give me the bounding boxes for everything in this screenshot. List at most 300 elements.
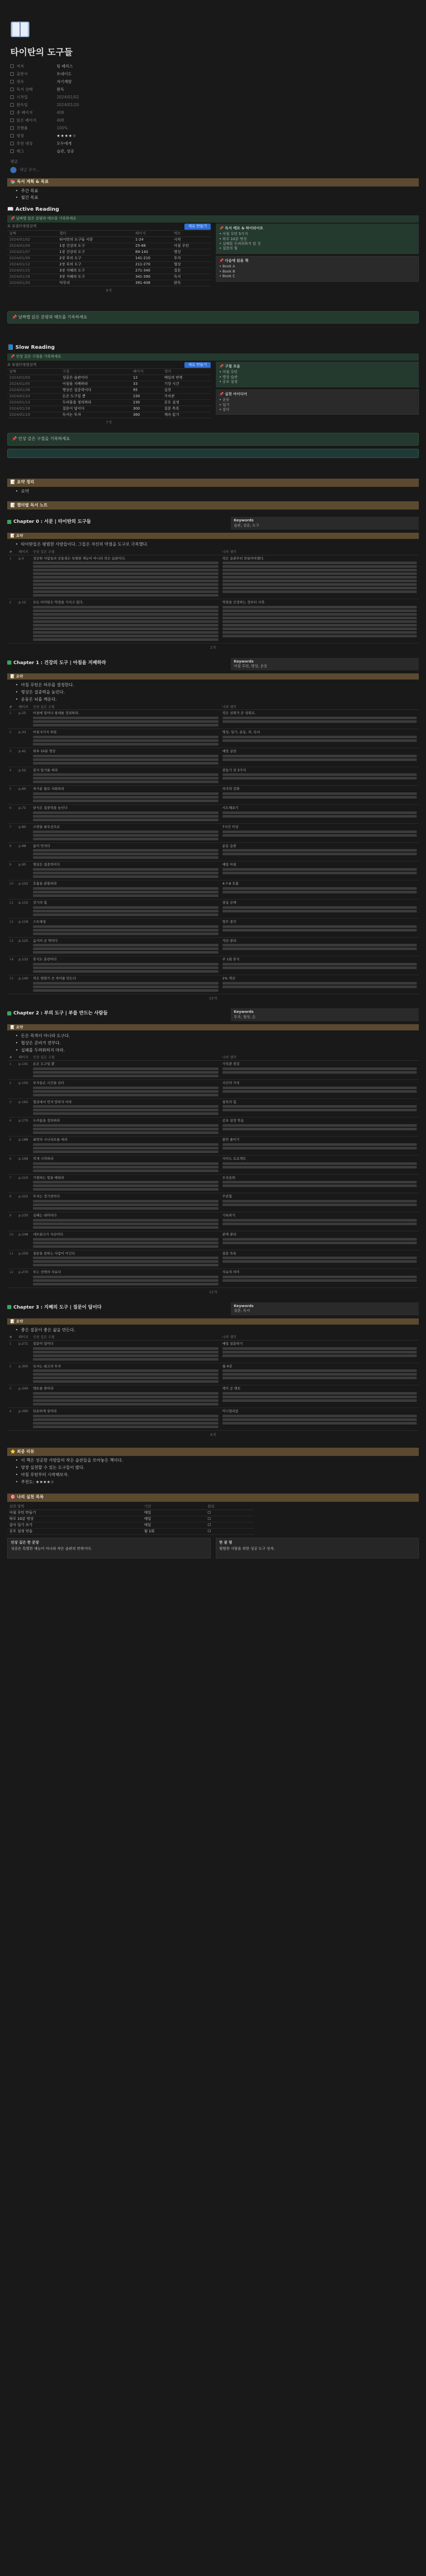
row-thought[interactable] xyxy=(220,1098,419,1117)
table-row[interactable] xyxy=(7,280,211,286)
table-cell[interactable]: 실천 xyxy=(162,387,211,394)
row-page[interactable]: p.80 xyxy=(16,823,31,842)
table-cell[interactable]: 300 xyxy=(131,406,162,412)
row-quote[interactable] xyxy=(31,1174,220,1193)
table-cell[interactable]: 2024/01/18 xyxy=(7,274,57,280)
table-cell[interactable]: 감사 일기 쓰기 xyxy=(7,1522,142,1529)
column-header[interactable]: 생각 xyxy=(162,369,211,375)
property-row[interactable] xyxy=(10,70,165,78)
new-button[interactable]: 새로 만들기 xyxy=(184,362,210,368)
table-row[interactable] xyxy=(7,1516,254,1522)
column-header[interactable]: 페이지 xyxy=(16,1334,31,1340)
row-page[interactable]: p.125 xyxy=(16,937,31,956)
property-row[interactable] xyxy=(10,78,165,86)
row-thought[interactable] xyxy=(220,1408,419,1431)
property-value[interactable]: 모두에게 xyxy=(57,141,72,146)
table-cell[interactable]: 공포 설정 연습 xyxy=(7,1529,142,1535)
row-quote[interactable] xyxy=(31,1079,220,1098)
property-row[interactable] xyxy=(10,147,165,155)
row-quote[interactable] xyxy=(31,1098,220,1117)
row-thought[interactable] xyxy=(220,1269,419,1288)
table-row[interactable] xyxy=(7,1250,419,1269)
row-thought[interactable] xyxy=(220,823,419,842)
column-header[interactable]: # xyxy=(7,1334,16,1340)
property-row[interactable] xyxy=(10,116,165,124)
column-header[interactable]: 나의 생각 xyxy=(220,1334,419,1340)
row-page[interactable]: p.340 xyxy=(16,1385,31,1408)
table-row[interactable] xyxy=(7,1212,419,1231)
property-row[interactable] xyxy=(10,132,165,140)
table-cell[interactable]: 아침을 지배하라 xyxy=(60,381,131,387)
row-thought[interactable] xyxy=(220,1385,419,1408)
column-header[interactable]: 페이지 xyxy=(16,1055,31,1061)
row-thought[interactable] xyxy=(220,1137,419,1156)
table-cell[interactable]: 질문 xyxy=(172,268,211,274)
row-page[interactable]: p.210 xyxy=(16,1174,31,1193)
row-page[interactable]: p.141 xyxy=(16,1061,31,1080)
toolbar-item[interactable]: 표 뷰 xyxy=(7,224,15,229)
table-cell[interactable]: 매일 xyxy=(142,1522,206,1529)
table-cell[interactable]: 2024/01/20 xyxy=(7,280,57,286)
table-cell[interactable]: 아침 루틴 만들기 xyxy=(7,1510,142,1516)
table-cell[interactable]: ☐ xyxy=(206,1522,254,1529)
row-quote[interactable] xyxy=(31,880,220,900)
table-row[interactable] xyxy=(7,274,211,280)
row-quote[interactable] xyxy=(31,918,220,937)
row-quote[interactable] xyxy=(31,1155,220,1174)
table-row[interactable] xyxy=(7,237,211,243)
row-quote[interactable] xyxy=(31,1269,220,1288)
table-cell[interactable]: 2024/01/19 xyxy=(7,412,60,418)
row-thought[interactable] xyxy=(220,599,419,643)
toolbar-item[interactable]: 필터 xyxy=(15,362,23,367)
table-cell[interactable]: 하루 10분 명상 xyxy=(7,1516,142,1522)
table-cell[interactable]: 시작 xyxy=(172,237,211,243)
table-cell[interactable]: 돈은 도구일 뿐 xyxy=(60,394,131,400)
column-header[interactable]: 페이지 xyxy=(16,704,31,710)
text-line xyxy=(33,572,218,575)
text-line xyxy=(33,815,218,818)
row-thought[interactable] xyxy=(220,937,419,956)
table-cell[interactable]: 95 xyxy=(131,387,162,394)
table-row[interactable] xyxy=(7,1061,419,1080)
table-cell[interactable]: 3장 지혜의 도구 xyxy=(57,268,133,274)
table-cell[interactable]: 2024/01/03 xyxy=(7,375,60,381)
property-row[interactable] xyxy=(10,62,165,70)
row-quote[interactable] xyxy=(31,1231,220,1250)
row-quote[interactable] xyxy=(31,1340,220,1363)
table-row[interactable] xyxy=(7,748,419,767)
table-cell[interactable]: 매일 xyxy=(142,1516,206,1522)
column-header[interactable]: 챕터 xyxy=(57,231,133,237)
table-cell[interactable]: 1-24 xyxy=(133,237,172,243)
table-cell[interactable]: 2024/01/13 xyxy=(7,400,60,406)
row-page[interactable]: p.199 xyxy=(16,1155,31,1174)
table-cell[interactable]: 230 xyxy=(131,400,162,406)
row-quote[interactable] xyxy=(31,899,220,918)
text-line xyxy=(33,617,218,619)
table-cell[interactable]: 2장 부의 도구 xyxy=(57,262,133,268)
table-cell[interactable]: 12 xyxy=(131,375,162,381)
table-cell[interactable]: 2024/01/08 xyxy=(7,387,60,394)
row-page[interactable]: p.71 xyxy=(16,805,31,824)
row-quote[interactable] xyxy=(31,1363,220,1385)
table-row[interactable] xyxy=(7,767,419,786)
property-value[interactable]: 토네이도 xyxy=(57,71,72,76)
table-row[interactable] xyxy=(7,394,211,400)
text-line xyxy=(33,986,218,988)
property-value[interactable]: 완독 xyxy=(57,87,64,92)
row-quote[interactable] xyxy=(31,555,220,599)
row-page[interactable]: p.259 xyxy=(16,1250,31,1269)
row-thought[interactable] xyxy=(220,1117,419,1137)
table-cell[interactable]: 매일의 반복 xyxy=(162,375,211,381)
row-quote[interactable] xyxy=(31,599,220,643)
row-quote[interactable] xyxy=(31,823,220,842)
row-quote[interactable] xyxy=(31,842,220,861)
table-row[interactable] xyxy=(7,412,211,418)
table-row[interactable] xyxy=(7,381,211,387)
table-cell[interactable]: 2장 부의 도구 xyxy=(57,256,133,262)
table-row[interactable] xyxy=(7,243,211,249)
row-quote[interactable] xyxy=(31,937,220,956)
table-cell[interactable]: ☐ xyxy=(206,1529,254,1535)
table-row[interactable] xyxy=(7,1408,419,1431)
row-quote[interactable] xyxy=(31,861,220,880)
row-thought[interactable] xyxy=(220,1079,419,1098)
table-cell[interactable]: 25-88 xyxy=(133,243,172,249)
table-row[interactable] xyxy=(7,861,419,880)
table-cell[interactable]: 150 xyxy=(131,394,162,400)
table-cell[interactable]: 질문 목록 xyxy=(162,406,211,412)
table-cell[interactable]: 2024/01/16 xyxy=(7,406,60,412)
table-cell[interactable]: 391-408 xyxy=(133,280,172,286)
table-cell[interactable]: 211-270 xyxy=(133,262,172,268)
property-value[interactable]: 2024/01/20 xyxy=(57,102,79,107)
table-cell[interactable]: 1장 건강의 도구 xyxy=(57,243,133,249)
row-quote[interactable] xyxy=(31,1193,220,1212)
table-cell[interactable]: 마무리 xyxy=(57,280,133,286)
table-row[interactable] xyxy=(7,729,419,748)
table-row[interactable] xyxy=(7,805,419,824)
comment-input[interactable]: 댓글 추가... xyxy=(20,167,40,172)
toolbar-item[interactable]: 정렬 xyxy=(22,362,29,367)
row-thought[interactable] xyxy=(220,1212,419,1231)
row-page[interactable]: p.88 xyxy=(16,842,31,861)
table-row[interactable] xyxy=(7,918,419,937)
toolbar-item[interactable]: 검색 xyxy=(29,362,37,367)
column-header[interactable]: 인상 깊은 구절 xyxy=(31,1334,220,1340)
quote-text: 걷기의 힘 xyxy=(33,900,47,905)
row-thought[interactable] xyxy=(220,880,419,900)
row-page[interactable]: p.140 xyxy=(16,975,31,994)
row-page[interactable]: p.33 xyxy=(16,729,31,748)
table-cell[interactable]: 2024/01/05 xyxy=(7,381,60,387)
row-quote[interactable] xyxy=(31,1137,220,1156)
table-row[interactable] xyxy=(7,1385,419,1408)
row-thought[interactable] xyxy=(220,1231,419,1250)
row-thought[interactable] xyxy=(220,975,419,994)
column-header[interactable]: 페이지 xyxy=(16,549,31,555)
toolbar-item[interactable]: 표 뷰 xyxy=(7,362,15,367)
row-page[interactable]: p.300 xyxy=(16,1363,31,1385)
row-page[interactable]: p.52 xyxy=(16,767,31,786)
row-page[interactable]: p.150 xyxy=(16,1079,31,1098)
table-cell[interactable]: 360 xyxy=(131,412,162,418)
table-row[interactable] xyxy=(7,256,211,262)
property-value[interactable]: 100% xyxy=(57,125,68,130)
table-cell[interactable]: 독서는 투자 xyxy=(60,412,131,418)
table-cell[interactable]: 271-340 xyxy=(133,268,172,274)
table-row[interactable] xyxy=(7,387,211,394)
column-header[interactable]: 인상 깊은 구절 xyxy=(31,1055,220,1061)
text-line xyxy=(223,1166,417,1168)
row-thought[interactable] xyxy=(220,1340,419,1363)
row-page[interactable]: p.188 xyxy=(16,1137,31,1156)
column-header[interactable]: 실천 항목 xyxy=(7,1504,142,1510)
row-thought[interactable] xyxy=(220,899,419,918)
table-row[interactable] xyxy=(7,937,419,956)
row-thought[interactable] xyxy=(220,842,419,861)
property-row[interactable] xyxy=(10,109,165,116)
row-quote[interactable] xyxy=(31,748,220,767)
row-quote[interactable] xyxy=(31,729,220,748)
column-header[interactable]: 인상 깊은 구절 xyxy=(31,704,220,710)
row-thought[interactable] xyxy=(220,748,419,767)
table-cell[interactable]: 투자 xyxy=(172,256,211,262)
table-row[interactable] xyxy=(7,599,419,643)
text-line xyxy=(223,1369,417,1372)
row-quote[interactable] xyxy=(31,1212,220,1231)
table-row[interactable] xyxy=(7,899,419,918)
property-value[interactable]: 408 xyxy=(57,110,64,115)
table-cell[interactable]: 아침 루틴 xyxy=(172,243,211,249)
table-cell[interactable]: 2024/01/12 xyxy=(7,262,57,268)
property-value[interactable]: 408 xyxy=(57,117,64,123)
chapter-title[interactable] xyxy=(7,1008,226,1021)
row-quote[interactable] xyxy=(31,767,220,786)
row-thought[interactable] xyxy=(220,861,419,880)
row-page[interactable]: p.95 xyxy=(16,861,31,880)
table-cell[interactable]: 월 1회 xyxy=(142,1529,206,1535)
row-thought[interactable] xyxy=(220,555,419,599)
row-quote[interactable] xyxy=(31,786,220,805)
table-cell[interactable]: 2024/01/10 xyxy=(7,394,60,400)
table-row[interactable] xyxy=(7,262,211,268)
table-row[interactable] xyxy=(7,842,419,861)
table-row[interactable] xyxy=(7,249,211,256)
chapter-title[interactable] xyxy=(7,658,226,671)
property-row[interactable] xyxy=(10,124,165,132)
text-line xyxy=(33,762,218,765)
row-quote[interactable] xyxy=(31,1385,220,1408)
row-page[interactable]: p.175 xyxy=(16,1117,31,1137)
row-thought[interactable] xyxy=(220,918,419,937)
row-page[interactable]: p.248 xyxy=(16,1231,31,1250)
row-thought[interactable] xyxy=(220,1193,419,1212)
table-cell[interactable]: 공포 설정 xyxy=(162,400,211,406)
table-row[interactable] xyxy=(7,786,419,805)
table-cell[interactable]: 2024/01/15 xyxy=(7,268,57,274)
table-row[interactable] xyxy=(7,1098,419,1117)
property-value[interactable]: 팀 페리스 xyxy=(57,63,73,69)
table-cell[interactable]: 독서 xyxy=(172,274,211,280)
column-header[interactable]: 구절 xyxy=(60,369,131,375)
row-quote[interactable] xyxy=(31,975,220,994)
table-row[interactable] xyxy=(7,1193,419,1212)
table-cell[interactable]: 완독 xyxy=(172,280,211,286)
column-header[interactable]: 메모 xyxy=(172,231,211,237)
column-header[interactable]: 날짜 xyxy=(7,231,57,237)
row-thought[interactable] xyxy=(220,956,419,975)
column-header[interactable]: 페이지 xyxy=(131,369,162,375)
property-row[interactable] xyxy=(10,86,165,93)
table-row[interactable] xyxy=(7,823,419,842)
table-row[interactable] xyxy=(7,880,419,900)
column-header[interactable]: 나의 생각 xyxy=(220,704,419,710)
toolbar-item[interactable]: 필터 xyxy=(15,224,23,229)
row-thought[interactable] xyxy=(220,1363,419,1385)
table-row[interactable] xyxy=(7,1510,254,1516)
table-cell[interactable]: 1장 건강의 도구 xyxy=(57,249,133,256)
table-cell[interactable]: 계속 읽기 xyxy=(162,412,211,418)
table-cell[interactable]: 매일 xyxy=(142,1510,206,1516)
table-cell[interactable]: 2024/01/02 xyxy=(7,237,57,243)
row-page[interactable]: p.270 xyxy=(16,1269,31,1288)
column-header[interactable]: 나의 생각 xyxy=(220,549,419,555)
row-quote[interactable] xyxy=(31,805,220,824)
column-header[interactable]: # xyxy=(7,549,16,555)
property-row[interactable] xyxy=(10,140,165,147)
text-line xyxy=(223,1124,417,1127)
row-thought[interactable] xyxy=(220,767,419,786)
row-thought[interactable] xyxy=(220,1061,419,1080)
table-cell[interactable]: 341-390 xyxy=(133,274,172,280)
row-page[interactable]: p.12 xyxy=(16,599,31,643)
row-page[interactable]: p.5 xyxy=(16,555,31,599)
column-header[interactable]: 나의 생각 xyxy=(220,1055,419,1061)
table-row[interactable] xyxy=(7,1137,419,1156)
table-row[interactable] xyxy=(7,555,419,599)
chapter-title[interactable] xyxy=(7,517,226,530)
row-quote[interactable] xyxy=(31,710,220,729)
row-page[interactable]: p.41 xyxy=(16,748,31,767)
row-thought[interactable] xyxy=(220,710,419,729)
row-page[interactable]: p.271 xyxy=(16,1340,31,1363)
row-quote[interactable] xyxy=(31,1061,220,1080)
row-page[interactable]: p.132 xyxy=(16,956,31,975)
row-page[interactable]: p.110 xyxy=(16,899,31,918)
property-value[interactable]: 습관, 성공 xyxy=(57,148,74,154)
table-row[interactable] xyxy=(7,1269,419,1288)
table-cell[interactable]: ☐ xyxy=(206,1510,254,1516)
table-cell[interactable]: 기상 시간 xyxy=(162,381,211,387)
column-header[interactable]: 페이지 xyxy=(133,231,172,237)
table-row[interactable] xyxy=(7,1363,419,1385)
row-thought[interactable] xyxy=(220,1250,419,1269)
property-row[interactable] xyxy=(10,93,165,101)
table-cell[interactable]: 질문이 답이다 xyxy=(60,406,131,412)
row-page[interactable]: p.25 xyxy=(16,710,31,729)
table-cell[interactable]: ☐ xyxy=(206,1516,254,1522)
table-row[interactable] xyxy=(7,1079,419,1098)
row-page[interactable]: p.390 xyxy=(16,1408,31,1431)
table-row[interactable] xyxy=(7,710,419,729)
table-row[interactable] xyxy=(7,1340,419,1363)
table-cell[interactable]: 가치관 xyxy=(162,394,211,400)
row-page[interactable]: p.102 xyxy=(16,880,31,900)
quote-text: 하루 10분 명상 xyxy=(33,749,56,753)
row-thought[interactable] xyxy=(220,1155,419,1174)
table-cell[interactable]: 타이탄의 도구들 서문 xyxy=(57,237,133,243)
table-cell[interactable]: 명상은 집중력이다 xyxy=(60,387,131,394)
new-button[interactable]: 새로 만들기 xyxy=(184,224,210,229)
table-cell[interactable]: 두려움을 정의하라 xyxy=(60,400,131,406)
row-page[interactable]: p.60 xyxy=(16,786,31,805)
table-row[interactable] xyxy=(7,406,211,412)
property-value[interactable]: ★★★★☆ xyxy=(57,133,77,138)
table-cell[interactable]: 3장 지혜의 도구 xyxy=(57,274,133,280)
table-cell[interactable]: 2024/01/04 xyxy=(7,243,57,249)
table-row[interactable] xyxy=(7,956,419,975)
row-page[interactable]: p.162 xyxy=(16,1098,31,1117)
table-row[interactable] xyxy=(7,975,419,994)
table-row[interactable] xyxy=(7,1529,254,1535)
row-quote[interactable] xyxy=(31,1408,220,1431)
column-header[interactable]: 인상 깊은 구절 xyxy=(31,549,220,555)
table-row[interactable] xyxy=(7,1155,419,1174)
row-thought[interactable] xyxy=(220,786,419,805)
property-value[interactable]: 2024/01/02 xyxy=(57,94,79,99)
table-cell[interactable]: 2024/01/07 xyxy=(7,249,57,256)
column-header[interactable]: 날짜 xyxy=(7,369,60,375)
table-row[interactable] xyxy=(7,1117,419,1137)
row-quote[interactable] xyxy=(31,1250,220,1269)
table-cell[interactable]: 33 xyxy=(131,381,162,387)
row-quote[interactable] xyxy=(31,1117,220,1137)
column-header[interactable]: # xyxy=(7,1055,16,1061)
toolbar-item[interactable]: 검색 xyxy=(29,224,37,229)
column-header[interactable]: 완료 xyxy=(206,1504,254,1510)
row-thought[interactable] xyxy=(220,729,419,748)
table-row[interactable] xyxy=(7,1174,419,1193)
table-cell[interactable]: 141-210 xyxy=(133,256,172,262)
property-value[interactable]: 자기계발 xyxy=(57,79,72,84)
table-cell[interactable]: 성공은 습관이다 xyxy=(60,375,131,381)
toolbar-item[interactable]: 정렬 xyxy=(22,224,29,229)
property-row[interactable] xyxy=(10,101,165,109)
row-page[interactable]: p.222 xyxy=(16,1193,31,1212)
table-cell[interactable]: 89-140 xyxy=(133,249,172,256)
table-row[interactable] xyxy=(7,375,211,381)
table-row[interactable] xyxy=(7,1231,419,1250)
chapter-meta-value: 투자, 협상, 돈 xyxy=(233,1014,256,1019)
table-row[interactable] xyxy=(7,400,211,406)
row-thought[interactable] xyxy=(220,1174,419,1193)
row-page[interactable]: p.235 xyxy=(16,1212,31,1231)
table-row[interactable] xyxy=(7,1522,254,1529)
row-thought[interactable] xyxy=(220,805,419,824)
table-row[interactable] xyxy=(7,268,211,274)
chapter-title[interactable] xyxy=(7,1302,226,1315)
table-cell[interactable]: 2024/01/09 xyxy=(7,256,57,262)
row-page[interactable]: p.118 xyxy=(16,918,31,937)
column-header[interactable]: # xyxy=(7,704,16,710)
column-header[interactable]: 기간 xyxy=(142,1504,206,1510)
table-cell[interactable]: 명상 xyxy=(172,249,211,256)
row-quote[interactable] xyxy=(31,956,220,975)
table-cell[interactable]: 협상 xyxy=(172,262,211,268)
